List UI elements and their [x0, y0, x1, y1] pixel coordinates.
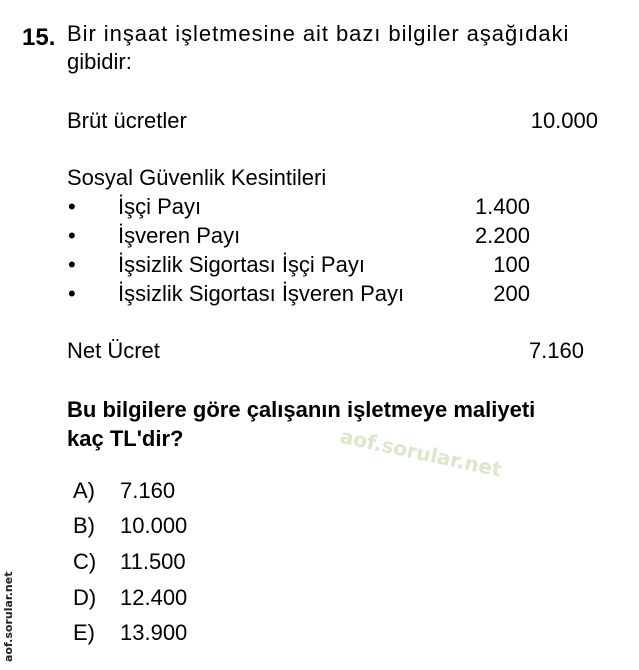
option-letter: C) — [73, 549, 97, 574]
deduction-label: İşveren Payı — [118, 223, 241, 248]
prompt-line-2: kaç TL'dir? — [67, 426, 184, 451]
question-text-line-2: gibidir: — [67, 49, 132, 74]
option-text: 11.500 — [120, 549, 186, 574]
gross-wage-value: 10.000 — [530, 108, 598, 133]
bullet: • — [68, 281, 76, 306]
gross-wage-label: Brüt ücretler — [67, 108, 187, 133]
option-text: 7.160 — [120, 478, 176, 503]
question-text-line-1: Bir inşaat işletmesine ait bazı bilgiler aşağıdaki — [67, 21, 570, 46]
option-letter: B) — [73, 513, 95, 538]
deduction-value: 2.200 — [474, 223, 530, 248]
deduction-label: İşsizlik Sigortası İşveren Payı — [118, 281, 405, 306]
option-letter: D) — [73, 585, 97, 610]
deduction-value: 1.400 — [474, 194, 530, 219]
side-watermark-text: aof.sorular.net — [2, 571, 15, 662]
bullet: • — [68, 194, 76, 219]
watermark: aof.sorular.net — [338, 424, 504, 482]
option-text: 10.000 — [120, 513, 188, 538]
net-wage-value: 7.160 — [528, 338, 584, 363]
prompt-line-1: Bu bilgilere göre çalışanın işletmeye maliyeti — [67, 397, 536, 422]
side-watermark — [2, 562, 18, 662]
deductions-title: Sosyal Güvenlik Kesintileri — [67, 165, 327, 190]
deduction-value: 100 — [493, 252, 530, 277]
option-letter: E) — [73, 620, 95, 645]
deduction-label: İşsizlik Sigortası İşçi Payı — [118, 252, 365, 277]
option-letter: A) — [73, 478, 95, 503]
option-text: 13.900 — [120, 620, 188, 645]
net-wage-label: Net Ücret — [67, 338, 160, 363]
deduction-value: 200 — [493, 281, 530, 306]
deduction-label: İşçi Payı — [118, 194, 202, 219]
question-number: 15. — [22, 24, 56, 51]
bullet: • — [68, 223, 76, 248]
option-text: 12.400 — [120, 585, 188, 610]
bullet: • — [68, 252, 76, 277]
